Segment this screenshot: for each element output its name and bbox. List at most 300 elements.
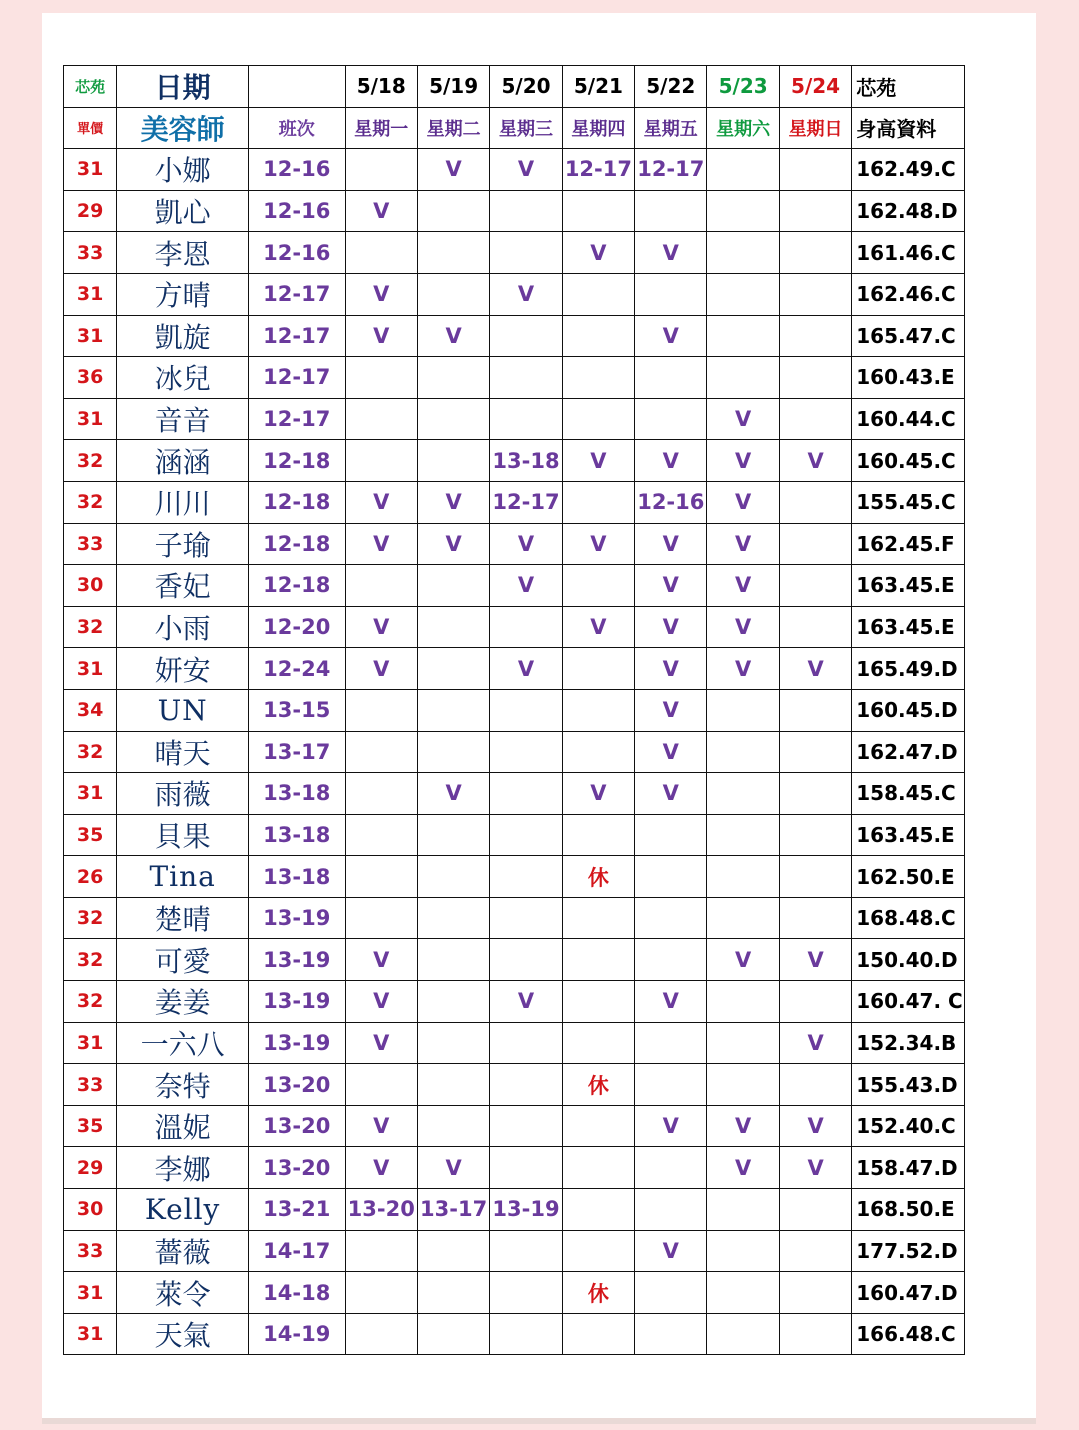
table-row — [64, 981, 965, 1023]
profile-info-cell: 160.45.C — [852, 440, 965, 482]
day-cell: V — [345, 981, 417, 1023]
day-cell — [562, 897, 634, 939]
day-cell — [707, 1313, 779, 1355]
weekday-header: 星期五 — [635, 107, 707, 149]
day-cell: V — [417, 149, 489, 191]
day-cell — [779, 1272, 851, 1314]
day-cell — [562, 731, 634, 773]
shift-cell: 12-16 — [249, 190, 346, 232]
day-cell — [779, 773, 851, 815]
day-cell — [490, 731, 562, 773]
day-cell — [562, 315, 634, 357]
day-cell: V — [635, 1105, 707, 1147]
price-cell: 32 — [64, 897, 117, 939]
day-cell — [417, 357, 489, 399]
date-header: 5/18 — [345, 66, 417, 108]
day-cell — [417, 273, 489, 315]
day-cell — [562, 1147, 634, 1189]
table-row — [64, 273, 965, 315]
shift-cell: 13-20 — [249, 1105, 346, 1147]
shift-cell: 13-19 — [249, 897, 346, 939]
shift-cell: 14-17 — [249, 1230, 346, 1272]
day-cell — [562, 689, 634, 731]
price-cell: 26 — [64, 856, 117, 898]
day-cell — [417, 1022, 489, 1064]
day-cell — [345, 731, 417, 773]
table-row — [64, 897, 965, 939]
day-cell — [345, 856, 417, 898]
day-cell — [345, 149, 417, 191]
day-cell — [490, 1272, 562, 1314]
day-cell — [779, 731, 851, 773]
day-cell — [345, 1313, 417, 1355]
table-row — [64, 814, 965, 856]
day-cell — [490, 856, 562, 898]
day-cell — [417, 856, 489, 898]
price-cell: 32 — [64, 606, 117, 648]
day-cell — [417, 981, 489, 1023]
day-cell — [345, 814, 417, 856]
shift-cell: 13-17 — [249, 731, 346, 773]
day-cell — [345, 565, 417, 607]
price-cell: 34 — [64, 689, 117, 731]
info-label: 身高資料 — [852, 107, 965, 149]
price-cell: 29 — [64, 1147, 117, 1189]
day-cell — [562, 1313, 634, 1355]
staff-name-cell: Tina — [117, 856, 249, 898]
page-edge-shadow — [42, 1418, 1036, 1424]
day-cell: V — [779, 648, 851, 690]
date-header: 5/21 — [562, 66, 634, 108]
profile-info-cell: 163.45.E — [852, 565, 965, 607]
day-cell — [635, 1189, 707, 1231]
shift-cell: 12-17 — [249, 273, 346, 315]
day-cell — [417, 1230, 489, 1272]
day-off-cell: 休 — [562, 1272, 634, 1314]
staff-name-cell: 李恩 — [117, 232, 249, 274]
day-cell — [417, 648, 489, 690]
day-cell — [779, 398, 851, 440]
day-cell — [417, 398, 489, 440]
day-cell: V — [779, 1105, 851, 1147]
day-cell: V — [345, 273, 417, 315]
day-cell — [562, 814, 634, 856]
day-cell: V — [707, 440, 779, 482]
staff-label: 美容師 — [117, 107, 249, 149]
day-cell — [417, 939, 489, 981]
profile-info-cell: 160.47. C — [852, 981, 965, 1023]
day-cell — [779, 606, 851, 648]
shift-cell: 13-18 — [249, 814, 346, 856]
day-cell: V — [562, 523, 634, 565]
day-cell: 13-17 — [417, 1189, 489, 1231]
day-cell — [707, 1064, 779, 1106]
price-cell: 30 — [64, 1189, 117, 1231]
day-cell — [635, 1313, 707, 1355]
staff-name-cell: 奈特 — [117, 1064, 249, 1106]
day-cell: 12-17 — [635, 149, 707, 191]
weekday-header: 星期二 — [417, 107, 489, 149]
day-cell — [707, 1272, 779, 1314]
day-cell: V — [345, 1105, 417, 1147]
staff-name-cell: 子瑜 — [117, 523, 249, 565]
staff-name-cell: 薔薇 — [117, 1230, 249, 1272]
day-cell: V — [635, 731, 707, 773]
day-cell — [779, 897, 851, 939]
day-cell: V — [562, 606, 634, 648]
staff-name-cell: 雨薇 — [117, 773, 249, 815]
day-cell — [707, 897, 779, 939]
price-cell: 29 — [64, 190, 117, 232]
day-cell — [779, 1189, 851, 1231]
day-cell: 12-17 — [490, 481, 562, 523]
price-cell: 31 — [64, 149, 117, 191]
day-cell — [779, 565, 851, 607]
price-cell: 33 — [64, 523, 117, 565]
profile-info-cell: 152.40.C — [852, 1105, 965, 1147]
profile-info-cell: 160.43.E — [852, 357, 965, 399]
table-row — [64, 481, 965, 523]
day-cell: V — [635, 981, 707, 1023]
day-cell — [707, 357, 779, 399]
day-cell: V — [490, 981, 562, 1023]
day-cell — [635, 357, 707, 399]
profile-info-cell: 168.48.C — [852, 897, 965, 939]
day-cell — [707, 232, 779, 274]
day-cell: V — [345, 481, 417, 523]
shift-cell: 12-24 — [249, 648, 346, 690]
day-cell — [417, 190, 489, 232]
corner-brand: 芯苑 — [64, 66, 117, 108]
day-cell: V — [779, 440, 851, 482]
shift-cell: 12-18 — [249, 440, 346, 482]
price-cell: 32 — [64, 440, 117, 482]
day-cell — [635, 939, 707, 981]
price-cell: 31 — [64, 398, 117, 440]
date-header: 5/20 — [490, 66, 562, 108]
day-cell: V — [635, 565, 707, 607]
day-cell: V — [635, 440, 707, 482]
table-row — [64, 1064, 965, 1106]
day-cell — [707, 731, 779, 773]
day-cell — [417, 897, 489, 939]
day-cell — [779, 689, 851, 731]
staff-name-cell: 香妃 — [117, 565, 249, 607]
profile-info-cell: 162.45.F — [852, 523, 965, 565]
day-cell — [779, 357, 851, 399]
day-cell: V — [345, 190, 417, 232]
weekday-header-saturday: 星期六 — [707, 107, 779, 149]
header-row-dates — [64, 66, 965, 108]
staff-name-cell: 川川 — [117, 481, 249, 523]
staff-name-cell: 涵涵 — [117, 440, 249, 482]
day-cell: V — [707, 1105, 779, 1147]
day-cell — [779, 523, 851, 565]
profile-info-cell: 160.45.D — [852, 689, 965, 731]
day-cell — [490, 315, 562, 357]
day-cell — [562, 939, 634, 981]
profile-info-cell: 160.44.C — [852, 398, 965, 440]
day-cell: V — [635, 315, 707, 357]
day-cell: V — [707, 481, 779, 523]
shift-cell: 12-18 — [249, 523, 346, 565]
table-row — [64, 1272, 965, 1314]
staff-name-cell: 一六八 — [117, 1022, 249, 1064]
day-cell — [345, 897, 417, 939]
day-cell — [779, 315, 851, 357]
price-cell: 35 — [64, 814, 117, 856]
profile-info-cell: 162.47.D — [852, 731, 965, 773]
day-cell — [779, 273, 851, 315]
table-row — [64, 939, 965, 981]
day-cell: V — [779, 1022, 851, 1064]
day-cell — [635, 1022, 707, 1064]
table-row — [64, 523, 965, 565]
day-cell: 12-17 — [562, 149, 634, 191]
day-cell — [490, 897, 562, 939]
day-cell — [490, 1064, 562, 1106]
empty-header-cell — [249, 66, 346, 108]
price-cell: 31 — [64, 1272, 117, 1314]
staff-name-cell: 貝果 — [117, 814, 249, 856]
table-row — [64, 606, 965, 648]
profile-info-cell: 158.45.C — [852, 773, 965, 815]
date-label: 日期 — [117, 66, 249, 108]
day-cell — [417, 731, 489, 773]
table-row — [64, 731, 965, 773]
shift-cell: 12-16 — [249, 149, 346, 191]
price-cell: 36 — [64, 357, 117, 399]
day-cell — [707, 1022, 779, 1064]
day-cell — [417, 1313, 489, 1355]
day-cell — [635, 814, 707, 856]
day-cell: V — [417, 1147, 489, 1189]
day-cell — [490, 773, 562, 815]
day-cell — [635, 1272, 707, 1314]
day-cell — [779, 1230, 851, 1272]
profile-info-cell: 155.45.C — [852, 481, 965, 523]
day-cell — [635, 897, 707, 939]
day-cell: V — [635, 648, 707, 690]
day-cell — [562, 648, 634, 690]
day-cell — [779, 1064, 851, 1106]
day-cell — [345, 1272, 417, 1314]
day-cell — [779, 232, 851, 274]
day-cell — [417, 1064, 489, 1106]
day-cell: V — [417, 481, 489, 523]
day-cell — [417, 1105, 489, 1147]
day-cell — [707, 273, 779, 315]
staff-name-cell: 音音 — [117, 398, 249, 440]
profile-info-cell: 162.46.C — [852, 273, 965, 315]
day-cell — [562, 565, 634, 607]
day-cell — [562, 481, 634, 523]
day-cell — [635, 398, 707, 440]
staff-name-cell: 楚晴 — [117, 897, 249, 939]
day-off-cell: 休 — [562, 856, 634, 898]
day-cell — [490, 1230, 562, 1272]
day-cell — [707, 981, 779, 1023]
day-cell: V — [345, 1147, 417, 1189]
staff-name-cell: 小娜 — [117, 149, 249, 191]
table-row — [64, 440, 965, 482]
staff-name-cell: 晴天 — [117, 731, 249, 773]
date-header-saturday: 5/23 — [707, 66, 779, 108]
day-cell: V — [345, 1022, 417, 1064]
shift-cell: 13-19 — [249, 1022, 346, 1064]
day-cell: V — [779, 1147, 851, 1189]
price-cell: 32 — [64, 981, 117, 1023]
day-cell — [417, 232, 489, 274]
staff-name-cell: UN — [117, 689, 249, 731]
day-cell — [490, 357, 562, 399]
day-cell: V — [490, 523, 562, 565]
price-cell: 31 — [64, 273, 117, 315]
day-cell — [490, 1147, 562, 1189]
day-cell — [417, 814, 489, 856]
profile-info-cell: 165.49.D — [852, 648, 965, 690]
day-cell — [779, 149, 851, 191]
day-cell — [490, 814, 562, 856]
day-cell — [345, 398, 417, 440]
table-row — [64, 398, 965, 440]
price-cell: 31 — [64, 773, 117, 815]
day-cell: V — [417, 315, 489, 357]
day-cell: V — [707, 523, 779, 565]
day-cell: V — [490, 648, 562, 690]
table-row — [64, 1147, 965, 1189]
day-cell: V — [562, 440, 634, 482]
table-row — [64, 689, 965, 731]
day-cell — [490, 1105, 562, 1147]
staff-name-cell: 冰兒 — [117, 357, 249, 399]
day-cell — [562, 981, 634, 1023]
day-cell — [562, 190, 634, 232]
day-cell: V — [490, 149, 562, 191]
table-row — [64, 315, 965, 357]
day-cell — [345, 1064, 417, 1106]
day-cell: V — [635, 523, 707, 565]
day-cell — [562, 357, 634, 399]
table-row — [64, 1313, 965, 1355]
date-header-sunday: 5/24 — [779, 66, 851, 108]
day-cell — [417, 565, 489, 607]
table-row — [64, 856, 965, 898]
staff-name-cell: 李娜 — [117, 1147, 249, 1189]
day-cell — [635, 273, 707, 315]
table-row — [64, 648, 965, 690]
day-cell: V — [779, 939, 851, 981]
day-cell — [562, 1022, 634, 1064]
price-cell: 33 — [64, 232, 117, 274]
day-cell — [490, 1313, 562, 1355]
shift-cell: 12-17 — [249, 398, 346, 440]
price-cell: 32 — [64, 939, 117, 981]
day-cell — [562, 1189, 634, 1231]
day-cell — [562, 398, 634, 440]
staff-name-cell: 小雨 — [117, 606, 249, 648]
day-cell — [779, 481, 851, 523]
staff-name-cell: 姜姜 — [117, 981, 249, 1023]
profile-info-cell: 160.47.D — [852, 1272, 965, 1314]
profile-info-cell: 163.45.E — [852, 606, 965, 648]
shift-cell: 13-18 — [249, 856, 346, 898]
price-cell: 33 — [64, 1064, 117, 1106]
day-cell — [345, 1230, 417, 1272]
shift-cell: 12-17 — [249, 357, 346, 399]
profile-info-cell: 163.45.E — [852, 814, 965, 856]
shift-cell: 13-21 — [249, 1189, 346, 1231]
profile-info-cell: 168.50.E — [852, 1189, 965, 1231]
day-cell — [490, 939, 562, 981]
price-cell: 32 — [64, 481, 117, 523]
staff-name-cell: 萊令 — [117, 1272, 249, 1314]
weekday-header: 星期四 — [562, 107, 634, 149]
shift-cell: 13-18 — [249, 773, 346, 815]
day-cell: V — [345, 606, 417, 648]
day-cell: V — [490, 273, 562, 315]
date-header: 5/22 — [635, 66, 707, 108]
shift-cell: 12-16 — [249, 232, 346, 274]
day-cell: 13-20 — [345, 1189, 417, 1231]
shift-label: 班次 — [249, 107, 346, 149]
day-cell: V — [417, 523, 489, 565]
staff-name-cell: 溫妮 — [117, 1105, 249, 1147]
day-cell — [779, 1313, 851, 1355]
day-cell: V — [562, 232, 634, 274]
day-cell: V — [707, 606, 779, 648]
day-cell — [707, 689, 779, 731]
shift-cell: 12-17 — [249, 315, 346, 357]
day-cell: V — [635, 606, 707, 648]
table-row — [64, 773, 965, 815]
shift-cell: 12-18 — [249, 565, 346, 607]
day-cell — [707, 315, 779, 357]
day-off-cell: 休 — [562, 1064, 634, 1106]
header-row-weekdays — [64, 107, 965, 149]
day-cell — [417, 606, 489, 648]
day-cell — [417, 1272, 489, 1314]
shift-cell: 13-19 — [249, 939, 346, 981]
profile-info-cell: 162.50.E — [852, 856, 965, 898]
staff-name-cell: 凱旋 — [117, 315, 249, 357]
day-cell — [635, 856, 707, 898]
staff-name-cell: 天氣 — [117, 1313, 249, 1355]
day-cell: V — [635, 1230, 707, 1272]
profile-info-cell: 158.47.D — [852, 1147, 965, 1189]
day-cell — [779, 981, 851, 1023]
day-cell — [562, 273, 634, 315]
table-row — [64, 1105, 965, 1147]
shift-cell: 13-19 — [249, 981, 346, 1023]
table-row — [64, 149, 965, 191]
day-cell — [635, 1064, 707, 1106]
day-cell — [490, 190, 562, 232]
day-cell — [490, 398, 562, 440]
price-cell: 31 — [64, 1313, 117, 1355]
table-row — [64, 1230, 965, 1272]
table-row — [64, 232, 965, 274]
day-cell: 12-16 — [635, 481, 707, 523]
day-cell — [707, 1230, 779, 1272]
day-cell — [345, 232, 417, 274]
day-cell: 13-18 — [490, 440, 562, 482]
table-row — [64, 190, 965, 232]
shift-cell: 14-19 — [249, 1313, 346, 1355]
day-cell: V — [635, 232, 707, 274]
staff-name-cell: 凱心 — [117, 190, 249, 232]
day-cell — [417, 689, 489, 731]
